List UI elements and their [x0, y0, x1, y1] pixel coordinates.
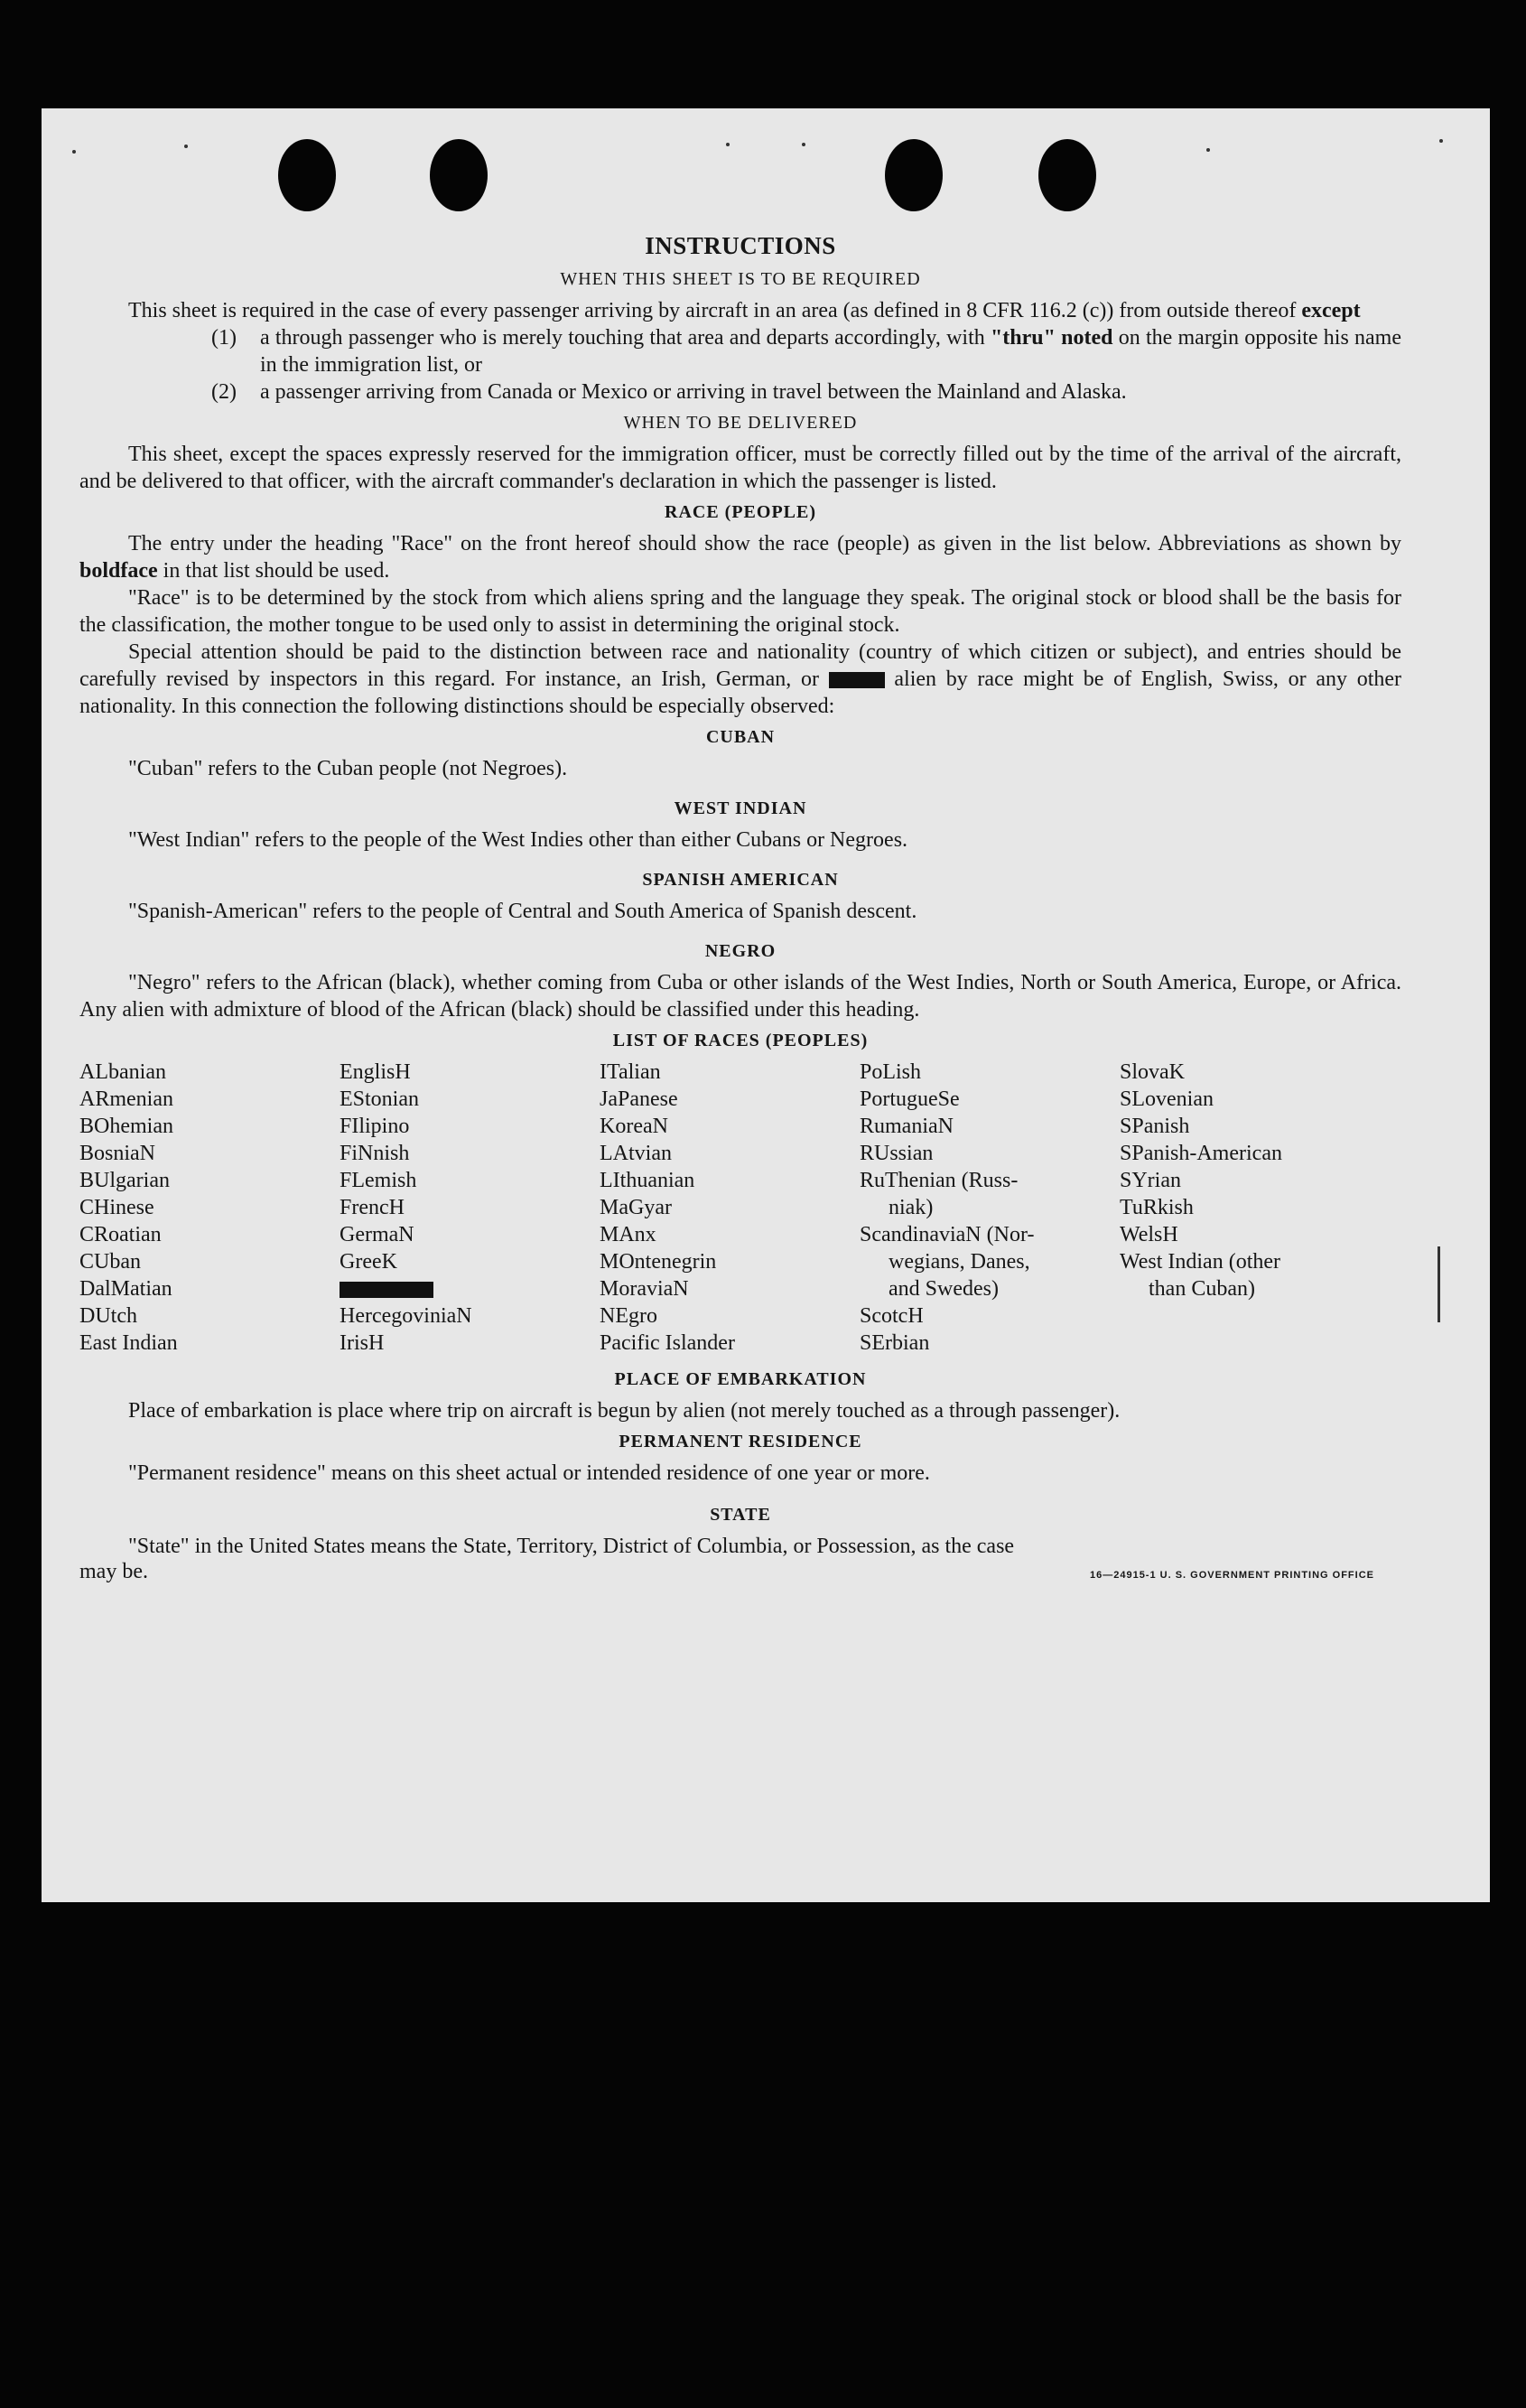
- required-item-2: (2) a passenger arriving from Canada or Mexico or arriving in travel between the Mainland and Alaska.: [211, 380, 1127, 404]
- west-indian-text: "West Indian" refers to the people of the West Indies other than either Cubans or Negroes.: [128, 828, 908, 852]
- punch-hole: [885, 139, 943, 211]
- page-title: INSTRUCTIONS: [645, 232, 836, 259]
- margin-mark: [1438, 1246, 1440, 1322]
- speck: [1206, 148, 1210, 152]
- race-entry: MoraviaN: [600, 1277, 689, 1301]
- races-column-1: [79, 1059, 340, 1357]
- cuban-text: "Cuban" refers to the Cuban people (not Negroes).: [128, 757, 568, 780]
- section-heading-required: WHEN THIS SHEET IS TO BE REQUIRED: [560, 269, 921, 289]
- required-intro: This sheet is required in the case of every passenger arriving by aircraft in an area (as defined in 8 CFR 116.2 (c)) from outside thereof except: [128, 299, 1361, 322]
- race-entry: WelsH: [1120, 1223, 1178, 1246]
- section-heading-spanish-american: SPANISH AMERICAN: [642, 870, 839, 890]
- race-entry: BosniaN: [79, 1142, 155, 1165]
- race-entry: DalMatian: [79, 1277, 172, 1301]
- race-entry: ScandinaviaN (Nor-: [860, 1223, 1035, 1246]
- race-entry: Pacific Islander: [600, 1331, 735, 1355]
- race-entry: BOhemian: [79, 1115, 173, 1138]
- race-entry: NEgro: [600, 1304, 657, 1328]
- section-heading-embarkation: PLACE OF EMBARKATION: [614, 1369, 867, 1389]
- document-page: [42, 108, 1490, 1902]
- state-text-end-row: [79, 1560, 1401, 1584]
- state-text-end: may be.: [79, 1560, 148, 1583]
- race-entry-redacted: [340, 1275, 600, 1302]
- required-item-1: (1) a through passenger who is merely touching that area and departs accordingly, with "thru" noted on the margin opposite his name in the immigration list, or: [211, 326, 1401, 377]
- embarkation-text: Place of embarkation is place where trip on aircraft is begun by alien (not merely touched as a through passenger).: [128, 1399, 1121, 1423]
- race-entry-continued: niak): [889, 1196, 934, 1219]
- race-entry: BUlgarian: [79, 1169, 170, 1192]
- race-paragraph-3: Special attention should be paid to the distinction between race and nationality (country of which citizen or subject), and entries should be carefully revised by inspectors in this regard. For instance, an Irish, German, or alien by race might be of English, Swiss, or any other nationality. In this connection the following distinctions should be especially observed:: [79, 640, 1402, 718]
- race-entry-continued: wegians, Danes,: [889, 1250, 1030, 1274]
- race-entry: ALbanian: [79, 1060, 166, 1084]
- race-entry: FiNnish: [340, 1142, 410, 1165]
- residence-text: "Permanent residence" means on this sheet actual or intended residence of one year or more.: [128, 1461, 930, 1485]
- speck: [72, 150, 76, 154]
- race-entry-continued: and Swedes): [889, 1277, 999, 1301]
- race-entry: DUtch: [79, 1304, 137, 1328]
- section-heading-delivered: WHEN TO BE DELIVERED: [623, 413, 858, 433]
- print-code: 16—24915-1 U. S. GOVERNMENT PRINTING OFFICE: [1089, 1570, 1374, 1581]
- section-heading-list-of-races: LIST OF RACES (PEOPLES): [612, 1031, 869, 1050]
- race-entry: TuRkish: [1120, 1196, 1194, 1219]
- race-entry: RuThenian (Russ-: [860, 1169, 1019, 1192]
- race-entry: SlovaK: [1120, 1060, 1185, 1084]
- speck: [726, 143, 730, 146]
- race-entry: GermaN: [340, 1223, 414, 1246]
- section-heading-negro: NEGRO: [704, 941, 777, 961]
- section-heading-residence: PERMANENT RESIDENCE: [619, 1432, 862, 1451]
- race-entry: RumaniaN: [860, 1115, 954, 1138]
- race-entry: ITalian: [600, 1060, 661, 1084]
- race-entry: KoreaN: [600, 1115, 668, 1138]
- speck: [1439, 139, 1443, 143]
- races-column-4: [860, 1059, 1120, 1357]
- race-entry: IrisH: [340, 1331, 385, 1355]
- race-entry: SPanish-American: [1120, 1142, 1282, 1165]
- races-column-3: [600, 1059, 860, 1357]
- races-column-2: [340, 1059, 600, 1357]
- races-list: [79, 1059, 1401, 1357]
- race-entry: EnglisH: [340, 1060, 411, 1084]
- race-entry: JaPanese: [600, 1087, 678, 1111]
- race-entry: ARmenian: [79, 1087, 173, 1111]
- state-text: "State" in the United States means the State, Territory, District of Columbia, or Possession, as the case: [128, 1535, 1015, 1558]
- race-entry: MaGyar: [600, 1196, 672, 1219]
- punch-hole: [430, 139, 488, 211]
- race-entry: PortugueSe: [860, 1087, 960, 1111]
- punch-hole: [1038, 139, 1096, 211]
- race-entry: SPanish: [1120, 1115, 1190, 1138]
- race-entry: MOntenegrin: [600, 1250, 717, 1274]
- redaction-mark: [829, 672, 885, 688]
- race-entry: HercegoviniaN: [340, 1304, 472, 1328]
- race-entry-continued: than Cuban): [1149, 1277, 1255, 1301]
- race-entry: CHinese: [79, 1196, 154, 1219]
- race-entry: RUssian: [860, 1142, 934, 1165]
- race-entry: East Indian: [79, 1331, 178, 1355]
- race-entry: FrencH: [340, 1196, 405, 1219]
- section-heading-cuban: CUBAN: [705, 727, 776, 747]
- race-entry: LAtvian: [600, 1142, 672, 1165]
- race-entry: GreeK: [340, 1250, 397, 1274]
- race-entry: CRoatian: [79, 1223, 162, 1246]
- section-heading-west-indian: WEST INDIAN: [674, 798, 807, 818]
- race-entry: CUban: [79, 1250, 141, 1274]
- races-column-5: [1120, 1059, 1380, 1357]
- punch-hole: [278, 139, 336, 211]
- race-entry: LIthuanian: [600, 1169, 695, 1192]
- section-heading-state: STATE: [710, 1505, 771, 1525]
- race-entry: SYrian: [1120, 1169, 1181, 1192]
- race-entry: FLemish: [340, 1169, 417, 1192]
- delivered-text: This sheet, except the spaces expressly reserved for the immigration officer, must be correctly filled out by the time of the arrival of the aircraft, and be delivered to that officer, with the aircraft commander's declaration in which the passenger is listed.: [79, 443, 1401, 493]
- section-heading-race: RACE (PEOPLE): [665, 502, 816, 522]
- race-entry: EStonian: [340, 1087, 419, 1111]
- race-entry: SErbian: [860, 1331, 930, 1355]
- race-paragraph-2: "Race" is to be determined by the stock from which aliens spring and the language they speak. The original stock or blood shall be the basis for the classification, the mother tongue to be used only to assist in determining the original stock.: [79, 586, 1401, 637]
- redaction-mark: [340, 1282, 433, 1298]
- race-entry: SLovenian: [1120, 1087, 1214, 1111]
- race-entry: West Indian (other: [1120, 1250, 1281, 1274]
- race-entry: ScotcH: [860, 1304, 924, 1328]
- race-entry: MAnx: [600, 1223, 656, 1246]
- instructions-text: [79, 232, 1401, 1584]
- spanish-american-text: "Spanish-American" refers to the people of Central and South America of Spanish descent.: [128, 900, 917, 923]
- speck: [802, 143, 805, 146]
- race-paragraph-1: The entry under the heading "Race" on the front hereof should show the race (people) as given in the list below. Abbreviations as shown by boldface in that list should be used.: [79, 532, 1401, 583]
- negro-text: "Negro" refers to the African (black), whether coming from Cuba or other islands of the West Indies, North or South America, Europe, or Africa. Any alien with admixture of blood of the African (black) should be classified under this heading.: [79, 971, 1401, 1022]
- speck: [184, 145, 188, 148]
- race-entry: FIlipino: [340, 1115, 410, 1138]
- race-entry: PoLish: [860, 1060, 922, 1084]
